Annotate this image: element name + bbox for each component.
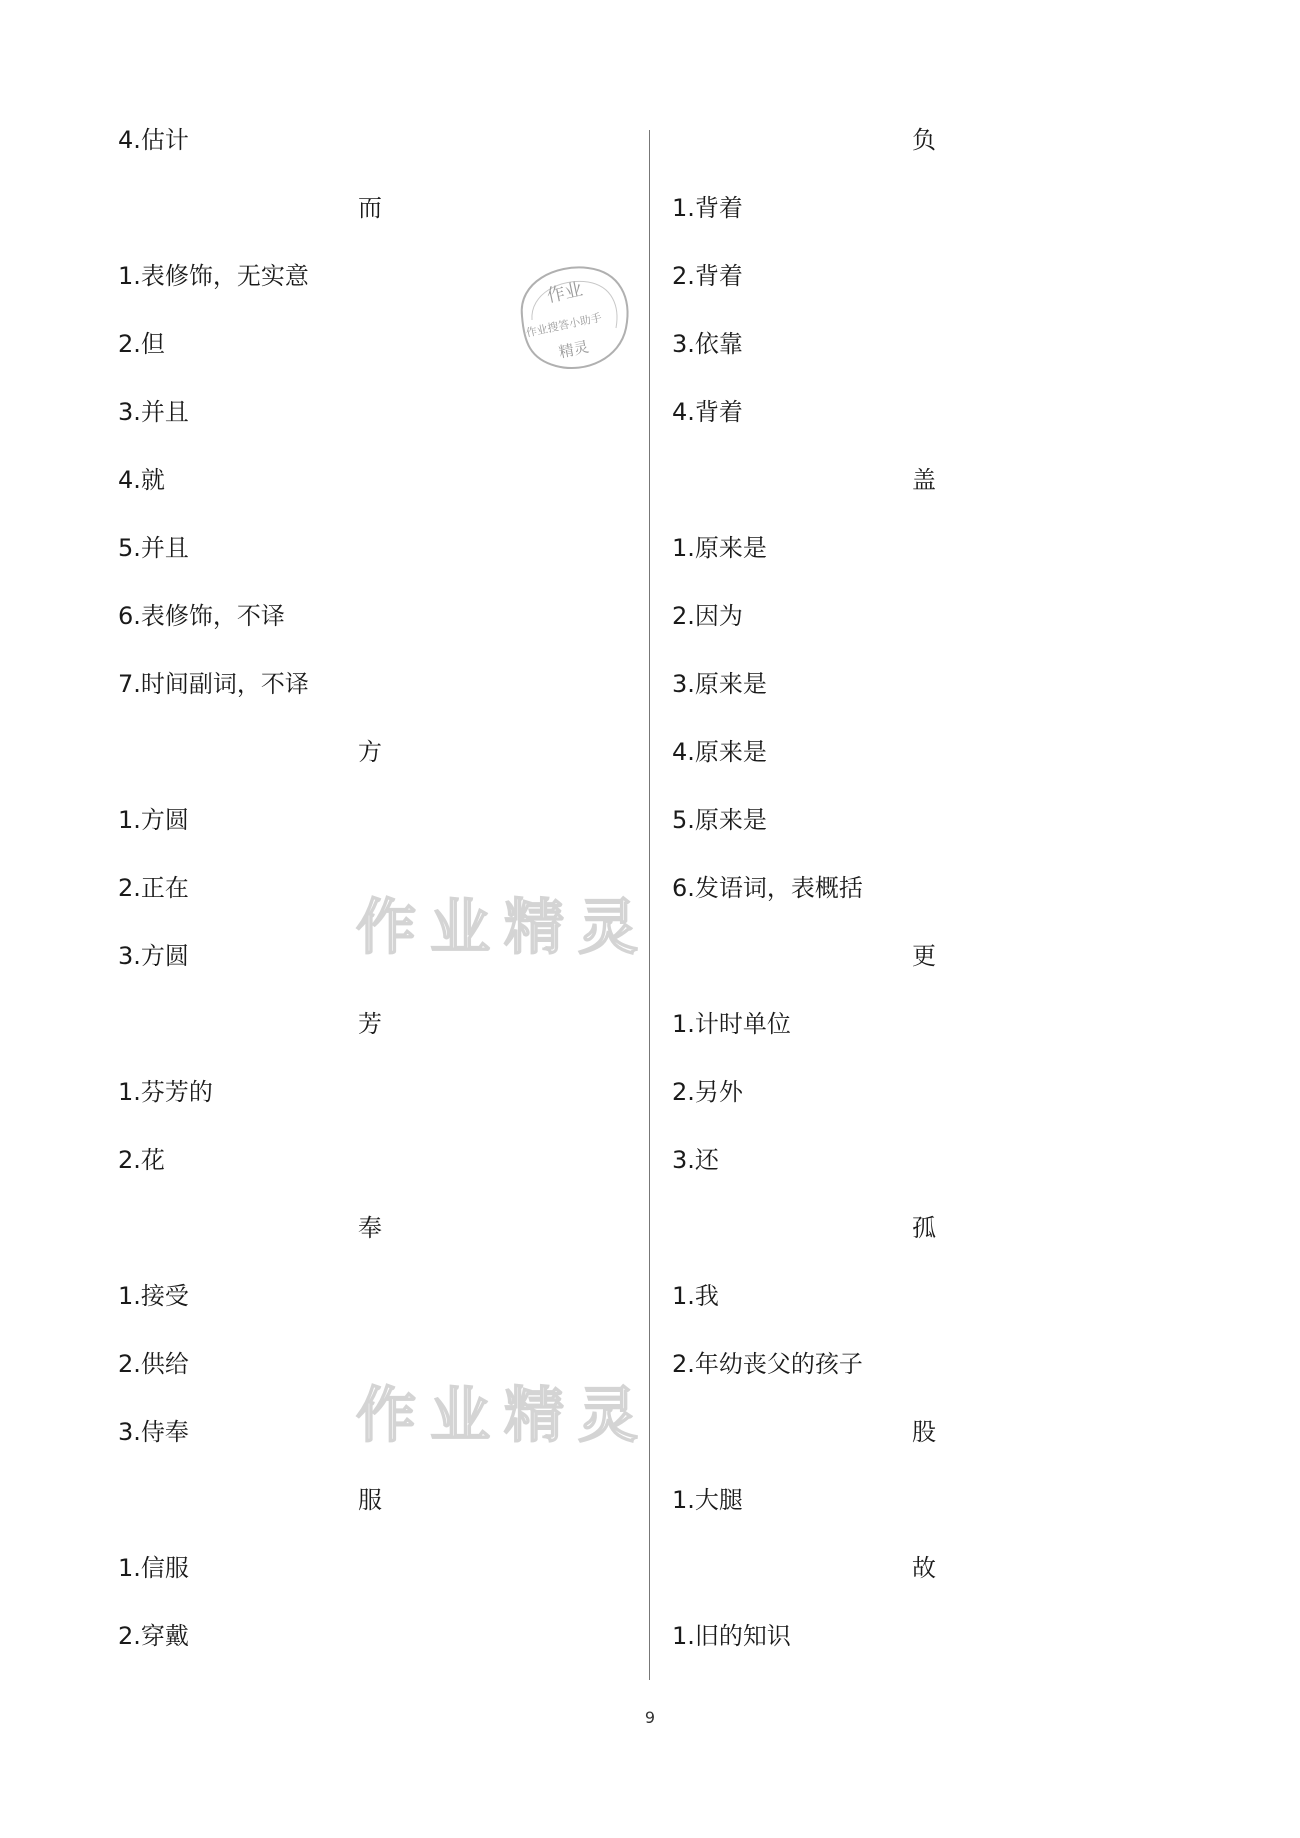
entry-row: 6.发语词，表概括 (672, 874, 863, 902)
entry-row: 1.芬芳的 (118, 1078, 213, 1106)
entry-row: 3.侍奉 (118, 1418, 189, 1446)
character-heading: 盖 (912, 466, 936, 494)
entry-row: 7.时间副词，不译 (118, 670, 309, 698)
entry-row: 2.因为 (672, 602, 743, 630)
character-heading: 孤 (912, 1214, 936, 1242)
entry-row: 3.并且 (118, 398, 189, 426)
character-heading: 故 (912, 1554, 936, 1582)
entry-row: 2.花 (118, 1146, 165, 1174)
entry-row: 2.穿戴 (118, 1622, 189, 1650)
entry-row: 4.背着 (672, 398, 743, 426)
character-heading: 奉 (358, 1214, 382, 1242)
stamp-top-text: 作业 (545, 279, 585, 308)
page-number: 9 (644, 1708, 656, 1727)
character-heading: 芳 (358, 1010, 382, 1038)
entry-row: 3.依靠 (672, 330, 743, 358)
entry-row: 2.另外 (672, 1078, 743, 1106)
character-heading: 服 (358, 1486, 382, 1514)
stamp-middle-text: 作业搜答小助手 (524, 310, 603, 340)
entry-row: 4.原来是 (672, 738, 767, 766)
entry-row: 4.估计 (118, 126, 189, 154)
entry-row: 2.背着 (672, 262, 743, 290)
entry-row: 2.正在 (118, 874, 189, 902)
character-heading: 方 (358, 738, 382, 766)
entry-row: 3.还 (672, 1146, 719, 1174)
entry-row: 5.原来是 (672, 806, 767, 834)
entry-row: 2.年幼丧父的孩子 (672, 1350, 863, 1378)
character-heading: 更 (912, 942, 936, 970)
entry-row: 3.方圆 (118, 942, 189, 970)
stamp-watermark (508, 258, 638, 378)
entry-row: 3.原来是 (672, 670, 767, 698)
entry-row: 2.但 (118, 330, 165, 358)
watermark-text: 作业精灵 (356, 1381, 652, 1451)
entry-row: 6.表修饰，不译 (118, 602, 285, 630)
entry-row: 1.表修饰，无实意 (118, 262, 309, 290)
entry-row: 1.我 (672, 1282, 719, 1310)
stamp-bottom-text: 精灵 (557, 337, 591, 362)
character-heading: 而 (358, 194, 382, 222)
entry-row: 4.就 (118, 466, 165, 494)
entry-row: 1.信服 (118, 1554, 189, 1582)
character-heading: 负 (912, 126, 936, 154)
watermark-text: 作业精灵 (356, 893, 652, 963)
entry-row: 1.接受 (118, 1282, 189, 1310)
entry-row: 1.计时单位 (672, 1010, 791, 1038)
entry-row: 1.方圆 (118, 806, 189, 834)
right-column (672, 126, 1182, 1670)
entry-row: 1.旧的知识 (672, 1622, 791, 1650)
entry-row: 1.背着 (672, 194, 743, 222)
entry-row: 5.并且 (118, 534, 189, 562)
entry-row: 1.大腿 (672, 1486, 743, 1514)
character-heading: 股 (912, 1418, 936, 1446)
entry-row: 1.原来是 (672, 534, 767, 562)
entry-row: 2.供给 (118, 1350, 189, 1378)
